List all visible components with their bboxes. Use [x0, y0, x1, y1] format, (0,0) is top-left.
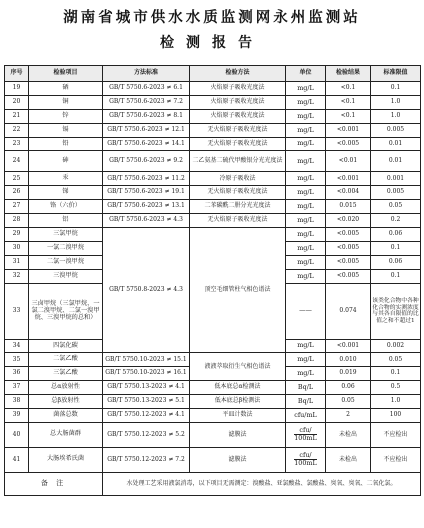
row-no: 36 [5, 367, 29, 381]
row-limit: 0.001 [371, 172, 421, 186]
row-unit: mg/L [286, 123, 326, 137]
row-result: 0.05 [326, 395, 371, 409]
row-item: 铝 [29, 214, 103, 228]
row-unit: Bq/L [286, 381, 326, 395]
row-unit [286, 447, 326, 472]
row-unit: mg/L [286, 269, 326, 283]
row-standard: GB/T 5750.12-2023 ≠ 5.2 [103, 422, 190, 447]
row-no: 25 [5, 172, 29, 186]
remarks-text: 水处理工艺采用液氯消毒，以下项目无需测定：溴酸盐、亚氯酸盐、氯酸盐、臭氧、臭氧、二氧化氯。 [103, 472, 421, 495]
row-no: 22 [5, 123, 29, 137]
row-result: 0.074 [326, 283, 371, 339]
row-limit: 该类化合物中各种化合物的实测浓度与其各自限值的比值之和不超过1 [371, 283, 421, 339]
table-row [5, 95, 421, 109]
row-limit: 0.1 [371, 82, 421, 96]
row-no: 23 [5, 137, 29, 151]
row-standard: GB/T 5750.6-2023 ≠ 4.3 [103, 214, 190, 228]
row-no: 21 [5, 109, 29, 123]
row-result: <0.1 [326, 82, 371, 96]
row-no: 19 [5, 82, 29, 96]
row-item: 总大肠菌群 [29, 422, 103, 447]
row-limit: 0.5 [371, 381, 421, 395]
row-no: 20 [5, 95, 29, 109]
row-no: 33 [5, 283, 29, 339]
row-method: 火焰原子吸收光度法 [190, 95, 286, 109]
row-unit: mg/L [286, 186, 326, 200]
table-row [5, 409, 421, 423]
row-result: 未检出 [326, 422, 371, 447]
row-result: <0.005 [326, 255, 371, 269]
table-row [5, 422, 421, 447]
row-result: <0.001 [326, 172, 371, 186]
row-standard: GB/T 5750.6-2023 ≠ 9.2 [103, 151, 190, 172]
table-row [5, 353, 421, 367]
row-unit: mg/L [286, 353, 326, 367]
row-method: 火焰原子吸收光度法 [190, 82, 286, 96]
row-limit: 1.0 [371, 95, 421, 109]
report-subtitle: 检测报告 [160, 35, 264, 51]
row-no: 26 [5, 186, 29, 200]
row-result: <0.020 [326, 214, 371, 228]
row-limit: 0.1 [371, 241, 421, 255]
row-no: 27 [5, 200, 29, 214]
row-item: 锑 [29, 186, 103, 200]
row-item: 锌 [29, 109, 103, 123]
row-limit: 0.01 [371, 137, 421, 151]
row-item: 三卤甲烷（三氯甲烷、一氯二溴甲烷、二氯一溴甲烷、三溴甲烷的总和） [29, 283, 103, 339]
row-result: <0.001 [326, 123, 371, 137]
row-limit: 0.01 [371, 151, 421, 172]
row-result: <0.001 [326, 339, 371, 353]
row-standard: GB/T 5750.6-2023 ≠ 13.1 [103, 200, 190, 214]
row-result: 0.015 [326, 200, 371, 214]
col-header-result: 检验结果 [326, 66, 371, 82]
row-result: 0.06 [326, 381, 371, 395]
row-unit: mg/L [286, 82, 326, 96]
table-row [5, 381, 421, 395]
row-unit: mg/L [286, 339, 326, 353]
row-unit: Bq/L [286, 395, 326, 409]
report-title: 湖南省城市供水水质监测网永州监测站 [63, 10, 361, 26]
row-unit: cfu/mL [286, 409, 326, 423]
row-no: 38 [5, 395, 29, 409]
table-row [5, 395, 421, 409]
row-no: 32 [5, 269, 29, 283]
table-row [5, 200, 421, 214]
row-unit: —— [286, 283, 326, 339]
row-standard: GB/T 5750.10-2023 ≠ 16.1 [103, 367, 190, 381]
row-no: 39 [5, 409, 29, 423]
row-standard: GB/T 5750.13-2023 ≠ 5.1 [103, 395, 190, 409]
row-item: 铬（六价） [29, 200, 103, 214]
col-header-unit: 单位 [286, 66, 326, 82]
row-item: 菌落总数 [29, 409, 103, 423]
table-row [5, 214, 421, 228]
row-no: 24 [5, 151, 29, 172]
row-method: 滤膜法 [190, 422, 286, 447]
table-row [5, 172, 421, 186]
row-limit: 0.06 [371, 228, 421, 242]
row-item: 铜 [29, 95, 103, 109]
table-row [5, 109, 421, 123]
row-standard: GB/T 5750.6-2023 ≠ 14.1 [103, 137, 190, 151]
row-item: 汞 [29, 172, 103, 186]
row-result: <0.005 [326, 269, 371, 283]
table-header-row [5, 66, 421, 82]
row-unit: mg/L [286, 367, 326, 381]
row-result: <0.005 [326, 228, 371, 242]
row-unit: mg/L [286, 200, 326, 214]
row-unit: mg/L [286, 241, 326, 255]
row-standard: GB/T 5750.6-2023 ≠ 19.1 [103, 186, 190, 200]
row-item: 二氯一溴甲烷 [29, 255, 103, 269]
row-standard: GB/T 5750.6-2023 ≠ 7.2 [103, 95, 190, 109]
row-standard: GB/T 5750.6-2023 ≠ 11.2 [103, 172, 190, 186]
row-method: 低本底总β检测法 [190, 395, 286, 409]
row-method: 无火焰原子吸收光度法 [190, 214, 286, 228]
row-item: 三氯甲烷 [29, 228, 103, 242]
row-item: 二氯乙酸 [29, 353, 103, 367]
col-header-item: 检验项目 [29, 66, 103, 82]
unit-denominator: 100mL [294, 459, 317, 468]
row-item: 硒 [29, 82, 103, 96]
row-limit: 0.05 [371, 200, 421, 214]
row-method: 无火焰原子吸收光度法 [190, 123, 286, 137]
row-result: <0.1 [326, 109, 371, 123]
row-no: 30 [5, 241, 29, 255]
row-unit [286, 422, 326, 447]
row-limit: 0.2 [371, 214, 421, 228]
col-header-method: 检验方法 [190, 66, 286, 82]
table-row [5, 137, 421, 151]
row-limit: 0.1 [371, 367, 421, 381]
row-no: 31 [5, 255, 29, 269]
row-unit: mg/L [286, 255, 326, 269]
row-unit: mg/L [286, 151, 326, 172]
remarks-label: 备 注 [5, 472, 103, 495]
voc-method: 顶空毛细管柱气相色谱法 [190, 228, 286, 353]
table-row [5, 186, 421, 200]
row-result: <0.01 [326, 151, 371, 172]
test-results-table [4, 65, 421, 496]
row-result: 未检出 [326, 447, 371, 472]
row-method: 低本底总α检测法 [190, 381, 286, 395]
row-method: 滤膜法 [190, 447, 286, 472]
row-item: 总α放射性 [29, 381, 103, 395]
row-no: 29 [5, 228, 29, 242]
row-result: 2 [326, 409, 371, 423]
row-method: 无火焰原子吸收光度法 [190, 186, 286, 200]
row-no: 34 [5, 339, 29, 353]
row-limit: 不应检出 [371, 447, 421, 472]
row-result: 0.010 [326, 353, 371, 367]
row-method: 二乙氨基二硫代甲酸银分光光度法 [190, 151, 286, 172]
row-method: 平皿计数法 [190, 409, 286, 423]
row-item: 铅 [29, 137, 103, 151]
row-method: 冷原子吸收法 [190, 172, 286, 186]
row-unit: mg/L [286, 228, 326, 242]
unit-numerator: cfu/ [294, 452, 317, 460]
row-unit: mg/L [286, 95, 326, 109]
row-result: <0.1 [326, 95, 371, 109]
row-method: 无火焰原子吸收光度法 [190, 137, 286, 151]
row-limit: 1.0 [371, 109, 421, 123]
unit-numerator: cfu/ [294, 427, 317, 435]
row-limit: 0.005 [371, 186, 421, 200]
row-limit: 0.05 [371, 353, 421, 367]
row-result: 0.019 [326, 367, 371, 381]
table-row [5, 82, 421, 96]
row-unit: mg/L [286, 137, 326, 151]
col-header-limit: 标准限值 [371, 66, 421, 82]
row-no: 40 [5, 422, 29, 447]
row-standard: GB/T 5750.13-2023 ≠ 4.1 [103, 381, 190, 395]
remarks-row [5, 472, 421, 495]
row-standard: GB/T 5750.12-2023 ≠ 7.2 [103, 447, 190, 472]
row-standard: GB/T 5750.6-2023 ≠ 8.1 [103, 109, 190, 123]
row-result: <0.005 [326, 241, 371, 255]
row-no: 41 [5, 447, 29, 472]
row-item: 四氯化碳 [29, 339, 103, 353]
table-row [5, 228, 421, 242]
row-standard: GB/T 5750.12-2023 ≠ 4.1 [103, 409, 190, 423]
row-result: <0.004 [326, 186, 371, 200]
row-no: 35 [5, 353, 29, 367]
row-item: 三氯乙酸 [29, 367, 103, 381]
table-row [5, 447, 421, 472]
row-limit: 0.1 [371, 269, 421, 283]
row-item: 一氯二溴甲烷 [29, 241, 103, 255]
row-item: 砷 [29, 151, 103, 172]
row-standard: GB/T 5750.6-2023 ≠ 6.1 [103, 82, 190, 96]
row-limit: 0.005 [371, 123, 421, 137]
row-unit: mg/L [286, 214, 326, 228]
row-method: 火焰原子吸收光度法 [190, 109, 286, 123]
row-limit: 1.0 [371, 395, 421, 409]
row-unit: mg/L [286, 172, 326, 186]
row-standard: GB/T 5750.10-2023 ≠ 15.1 [103, 353, 190, 367]
voc-standard: GB/T 5750.8-2023 ≠ 4.3 [103, 228, 190, 353]
row-item: 总β放射性 [29, 395, 103, 409]
row-no: 28 [5, 214, 29, 228]
row-item: 镉 [29, 123, 103, 137]
row-limit: 0.002 [371, 339, 421, 353]
row-item: 大肠埃希氏菌 [29, 447, 103, 472]
row-limit: 0.06 [371, 255, 421, 269]
row-unit: mg/L [286, 109, 326, 123]
row-limit: 100 [371, 409, 421, 423]
row-limit: 不应检出 [371, 422, 421, 447]
row-method: 液液萃取衍生气相色谱法 [190, 353, 286, 381]
row-item: 三溴甲烷 [29, 269, 103, 283]
row-standard: GB/T 5750.6-2023 ≠ 12.1 [103, 123, 190, 137]
row-method: 二苯碳酰二肼分光光度法 [190, 200, 286, 214]
row-result: <0.005 [326, 137, 371, 151]
table-row [5, 151, 421, 172]
unit-denominator: 100mL [294, 434, 317, 443]
table-row [5, 123, 421, 137]
row-no: 37 [5, 381, 29, 395]
col-header-standard: 方法标准 [103, 66, 190, 82]
col-header-no: 序号 [5, 66, 29, 82]
